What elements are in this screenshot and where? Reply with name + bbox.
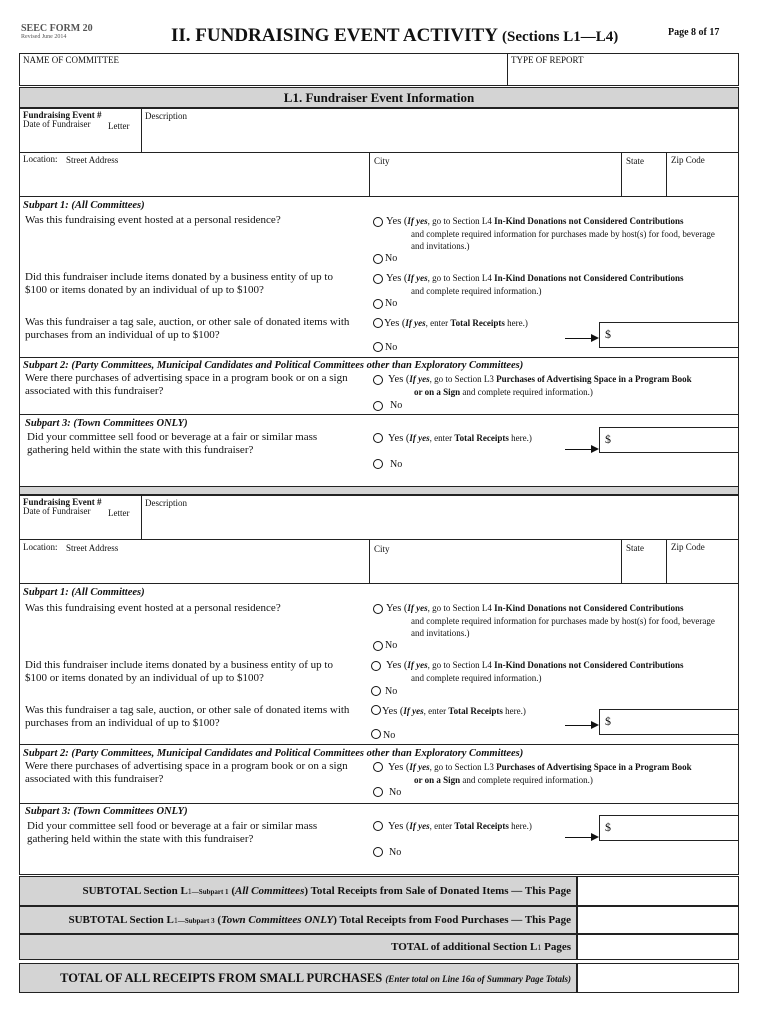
instr-end: here.)	[508, 821, 532, 831]
title-main: II. FUNDRAISING EVENT ACTIVITY	[171, 25, 498, 46]
report-type-field[interactable]	[510, 67, 736, 84]
tagsale-yes-instruction	[382, 705, 526, 718]
instr-mid: , go to Section L4	[427, 660, 495, 670]
zip-label: Zip Code	[671, 542, 705, 552]
instr-bold2: or on a Sign	[414, 775, 461, 785]
section-title: L1. Fundraiser Event Information	[283, 90, 475, 105]
donated-no-radio[interactable]	[371, 686, 381, 696]
instr-rest: and complete required information.)	[411, 286, 542, 296]
residence-yes-instruction	[386, 602, 726, 639]
if-yes: If yes	[409, 433, 430, 443]
question-personal-residence: Was this fundraising event hosted at a personal residence?	[25, 214, 281, 226]
tagsale-receipts-field[interactable]	[599, 322, 739, 348]
instr-mid: , go to Section L4	[427, 216, 495, 226]
instr-bold: Purchases of Advertising Space in a Program Book	[496, 762, 692, 772]
page-title	[171, 24, 618, 49]
report-type-label: TYPE OF REPORT	[511, 55, 584, 65]
street-label: Street Address	[66, 543, 119, 553]
tagsale-yes-radio[interactable]	[373, 318, 383, 328]
tagsale-yes-radio[interactable]	[371, 705, 381, 715]
residence-yes-radio[interactable]	[373, 604, 383, 614]
committee-name-field[interactable]	[21, 67, 505, 84]
yes-text: Yes (	[384, 318, 406, 329]
date-label: Date of Fundraiser	[23, 506, 91, 516]
subtotal-subpart1-label	[19, 885, 571, 898]
instr-mid: , go to Section L3	[429, 762, 497, 772]
instr-bold: Total Receipts	[454, 821, 509, 831]
tagsale-no-label: No	[383, 730, 396, 741]
if-yes: If yes	[409, 762, 430, 772]
instr-bold: Purchases of Advertising Space in a Program Book	[496, 374, 692, 384]
revision-date: Revised June 2014	[21, 34, 67, 40]
advertising-no-label: No	[390, 400, 403, 411]
instr-end: here.)	[508, 433, 532, 443]
yes-text: Yes (	[386, 660, 408, 671]
donated-yes-instruction	[386, 659, 731, 684]
instr-mid: , enter	[423, 706, 449, 716]
yes-text: Yes (	[388, 374, 410, 385]
tagsale-no-radio[interactable]	[371, 729, 381, 739]
food-receipts-field[interactable]	[599, 427, 739, 453]
subtotal-subpart3-label	[19, 914, 571, 927]
food-receipts-field[interactable]	[599, 815, 739, 841]
yes-text: Yes (	[386, 216, 408, 227]
subpart1-heading: Subpart 1: (All Committees)	[23, 587, 145, 598]
yes-text: Yes (	[388, 762, 410, 773]
question-tag-sale: Was this fundraiser a tag sale, auction, or other sale of donated items with purchases from an individual of up to $100?	[25, 316, 350, 341]
lbl-c: —Subpart 1	[191, 888, 229, 896]
question-advertising: Were there purchases of advertising space in a program book or on a sign associated with this fundraiser?	[25, 372, 348, 397]
title-sections: (Sections L1—L4)	[502, 29, 619, 45]
residence-no-label: No	[385, 253, 398, 264]
instr-bold: Total Receipts	[454, 433, 509, 443]
residence-no-radio[interactable]	[373, 254, 383, 264]
donated-no-label: No	[385, 686, 398, 697]
question-donated-items: Did this fundraiser include items donated by a business entity of up to $100 or items donated by an individual of up to $100?	[25, 659, 333, 684]
date-label: Date of Fundraiser	[23, 119, 91, 129]
question-donated-items: Did this fundraiser include items donated by a business entity of up to $100 or items donated by an individual of up to $100?	[25, 271, 333, 296]
instr-mid: , enter	[429, 821, 455, 831]
lbl-f: ) Total Receipts from Sale of Donated Items — This Page	[304, 885, 571, 897]
food-yes-radio[interactable]	[373, 433, 383, 443]
if-yes: If yes	[407, 603, 428, 613]
instr-rest: and complete required information for purchases made by host(s) for food, beverage and invitations.)	[411, 616, 715, 638]
food-yes-instruction	[388, 820, 532, 833]
instr-bold: Total Receipts	[450, 318, 505, 328]
instr-mid: , go to Section L4	[427, 273, 495, 283]
yes-text: Yes (	[386, 603, 408, 614]
tagsale-no-label: No	[385, 342, 398, 353]
subpart3-heading: Subpart 3: (Town Committees ONLY)	[25, 418, 188, 429]
donated-yes-instruction	[386, 272, 731, 297]
instr-bold: In-Kind Donations not Considered Contributions	[494, 603, 684, 613]
lbl-c: Pages	[541, 941, 571, 953]
instr-mid: , go to Section L3	[429, 374, 497, 384]
tagsale-receipts-field[interactable]	[599, 709, 739, 735]
if-yes: If yes	[407, 660, 428, 670]
instr-bold: In-Kind Donations not Considered Contributions	[494, 660, 684, 670]
if-yes: If yes	[407, 273, 428, 283]
if-yes: If yes	[409, 821, 430, 831]
instr-end: here.)	[504, 318, 528, 328]
state-label: State	[626, 543, 644, 553]
committee-name-label: NAME OF COMMITTEE	[23, 55, 119, 65]
lbl-a: TOTAL of additional Section L	[391, 941, 538, 953]
food-no-label: No	[389, 847, 402, 858]
total-additional-field[interactable]	[577, 934, 739, 960]
total-additional-label	[19, 941, 571, 954]
if-yes: If yes	[407, 216, 428, 226]
arrow-icon	[565, 837, 597, 838]
instr-end: here.)	[502, 706, 526, 716]
if-yes: If yes	[409, 374, 430, 384]
location-label: Location:	[23, 542, 58, 552]
zip-label: Zip Code	[671, 155, 705, 165]
lbl-main: TOTAL OF ALL RECEIPTS FROM SMALL PURCHASES	[60, 971, 383, 985]
question-tag-sale: Was this fundraiser a tag sale, auction, or other sale of donated items with purchases from an individual of up to $100?	[25, 704, 350, 729]
arrow-icon	[565, 725, 597, 726]
instr-mid: , enter	[425, 318, 451, 328]
donated-no-label: No	[385, 298, 398, 309]
instr-rest: and complete required information.)	[460, 775, 593, 785]
residence-no-label: No	[385, 640, 398, 651]
lbl-b: 1	[173, 916, 178, 925]
instr-rest: and complete required information.)	[411, 673, 542, 683]
residence-no-radio[interactable]	[373, 641, 383, 651]
event-number-label: Fundraising Event #	[23, 110, 102, 120]
food-no-radio[interactable]	[373, 847, 383, 857]
subtotal-subpart1-field[interactable]	[577, 876, 739, 906]
lbl-b: 1	[187, 887, 192, 896]
question-advertising: Were there purchases of advertising space in a program book or on a sign associated with this fundraiser?	[25, 760, 348, 785]
lbl-d: (	[228, 885, 235, 897]
tagsale-no-radio[interactable]	[373, 342, 383, 352]
advertising-yes-radio[interactable]	[373, 762, 383, 772]
advertising-no-label: No	[389, 787, 402, 798]
lbl-note: (Enter total on Line 16a of Summary Page Totals)	[385, 974, 571, 984]
tagsale-yes-instruction	[384, 317, 528, 330]
instr-mid: , go to Section L4	[427, 603, 495, 613]
instr-rest: and complete required information.)	[460, 387, 593, 397]
residence-yes-instruction	[386, 215, 726, 252]
lbl-f: ) Total Receipts from Food Purchases — This Page	[333, 914, 571, 926]
food-yes-instruction	[388, 432, 532, 445]
city-label: City	[374, 544, 390, 554]
lbl-e: All Committees	[234, 885, 305, 897]
letter-label: Letter	[108, 121, 130, 131]
donated-yes-radio[interactable]	[373, 274, 383, 284]
instr-bold: Total Receipts	[448, 706, 503, 716]
form-name: SEEC FORM 20	[21, 23, 93, 34]
yes-text: Yes (	[386, 273, 408, 284]
advertising-no-radio[interactable]	[373, 787, 383, 797]
advertising-yes-instruction	[388, 761, 692, 786]
location-label: Location:	[23, 154, 58, 164]
letter-label: Letter	[108, 508, 130, 518]
street-label: Street Address	[66, 155, 119, 165]
description-label: Description	[145, 111, 187, 121]
instr-bold: In-Kind Donations not Considered Contributions	[494, 273, 684, 283]
food-yes-radio[interactable]	[373, 821, 383, 831]
lbl-a: SUBTOTAL Section L	[82, 885, 188, 897]
food-no-radio[interactable]	[373, 459, 383, 469]
instr-bold: In-Kind Donations not Considered Contributions	[494, 216, 684, 226]
total-all-label	[19, 971, 571, 986]
yes-text: Yes (	[382, 706, 404, 717]
subpart2-heading: Subpart 2: (Party Committees, Municipal Candidates and Political Committees other than Exploratory Committees)	[23, 748, 524, 759]
donated-no-radio[interactable]	[373, 299, 383, 309]
subtotal-subpart3-field[interactable]	[577, 906, 739, 934]
dollar-sign: $	[605, 432, 611, 446]
page-number: Page 8 of 17	[668, 27, 720, 38]
city-label: City	[374, 156, 390, 166]
event-number-label: Fundraising Event #	[23, 497, 102, 507]
lbl-a: SUBTOTAL Section L	[68, 914, 174, 926]
yes-text: Yes (	[388, 821, 410, 832]
question-food-beverage: Did your committee sell food or beverage at a fair or similar mass gathering held within the state with this fundraiser?	[27, 431, 318, 456]
dollar-sign: $	[605, 327, 611, 341]
description-label: Description	[145, 498, 187, 508]
lbl-d: (	[214, 914, 222, 926]
advertising-yes-radio[interactable]	[373, 375, 383, 385]
advertising-yes-instruction	[388, 373, 692, 398]
arrow-icon	[565, 338, 597, 339]
total-all-field[interactable]	[577, 963, 739, 993]
lbl-b: 1	[537, 943, 542, 952]
question-personal-residence: Was this fundraising event hosted at a personal residence?	[25, 602, 281, 614]
subpart1-heading: Subpart 1: (All Committees)	[23, 200, 145, 211]
advertising-no-radio[interactable]	[373, 401, 383, 411]
dollar-sign: $	[605, 714, 611, 728]
food-no-label: No	[390, 459, 403, 470]
instr-rest: and complete required information for purchases made by host(s) for food, beverage and invitations.)	[411, 229, 715, 251]
arrow-icon	[565, 449, 597, 450]
donated-yes-radio[interactable]	[371, 661, 381, 671]
if-yes: If yes	[405, 318, 426, 328]
dollar-sign: $	[605, 820, 611, 834]
instr-bold2: or on a Sign	[414, 387, 461, 397]
lbl-c: —Subpart 3	[177, 917, 215, 925]
subpart2-heading: Subpart 2: (Party Committees, Municipal Candidates and Political Committees other than Exploratory Committees)	[23, 360, 524, 371]
question-food-beverage: Did your committee sell food or beverage at a fair or similar mass gathering held within the state with this fundraiser?	[27, 820, 318, 845]
subpart3-heading: Subpart 3: (Town Committees ONLY)	[25, 806, 188, 817]
instr-mid: , enter	[429, 433, 455, 443]
residence-yes-radio[interactable]	[373, 217, 383, 227]
yes-text: Yes (	[388, 433, 410, 444]
if-yes: If yes	[403, 706, 424, 716]
state-label: State	[626, 156, 644, 166]
lbl-e: Town Committees ONLY	[221, 914, 334, 926]
event-separator	[19, 486, 739, 495]
